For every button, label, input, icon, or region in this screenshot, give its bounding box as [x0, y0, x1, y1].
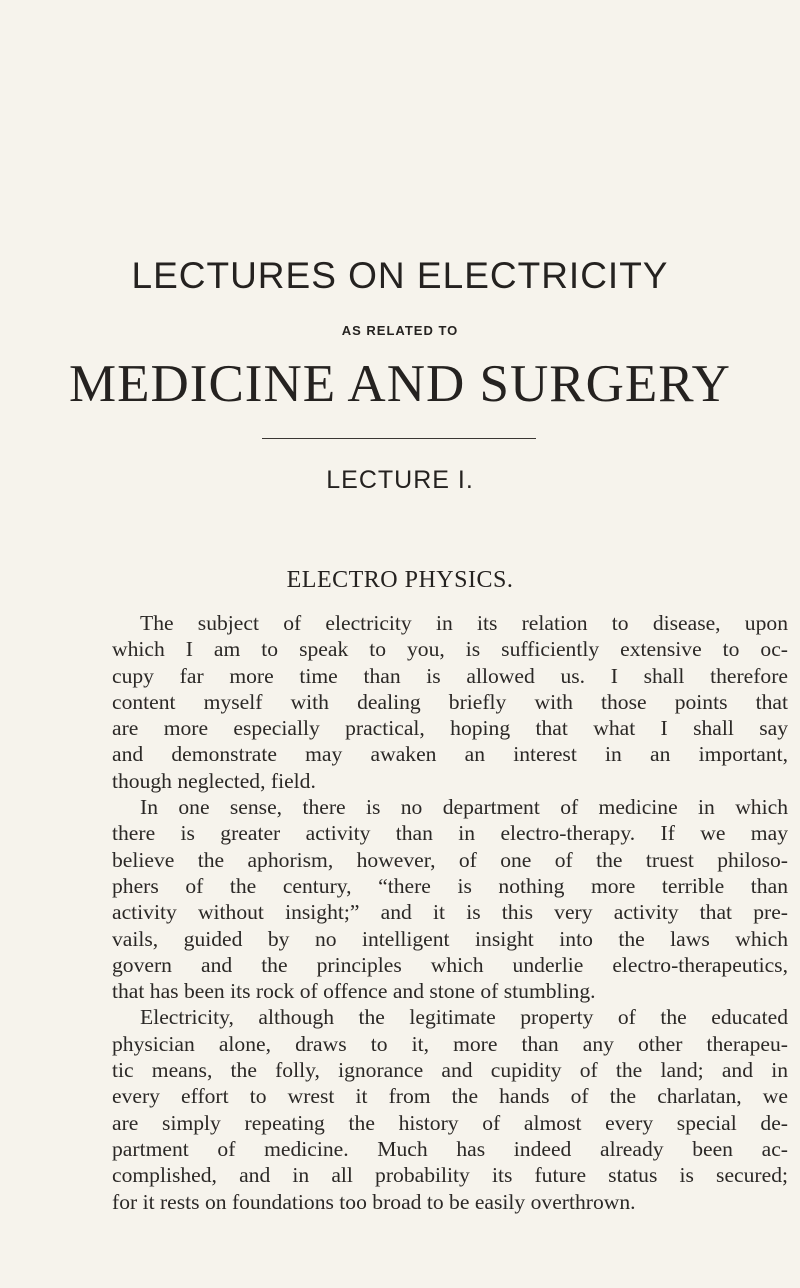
text-line: phers of the century, “there is nothing more terrible than: [112, 873, 788, 898]
section-heading: ELECTRO PHYSICS.: [286, 567, 514, 593]
text-line: are simply repeating the history of almost every special de-: [112, 1110, 788, 1135]
text-line: vails, guided by no intelligent insight into the laws which: [112, 926, 788, 951]
text-line: content myself with dealing briefly with those points that: [112, 689, 788, 714]
text-line: are more especially practical, hoping that what I shall say: [112, 716, 788, 741]
text-line: though neglected, field.: [112, 768, 316, 793]
text-line: and demonstrate may awaken an interest in an important,: [112, 742, 788, 767]
text-line: which I am to speak to you, is sufficiently extensive to oc-: [112, 637, 788, 662]
text-line: complished, and in all probability its future status is secured;: [112, 1163, 788, 1188]
text-line: partment of medicine. Much has indeed already been ac-: [112, 1136, 788, 1161]
text-line: govern and the principles which underlie electro-therapeutics,: [112, 952, 788, 977]
book-subtitle: MEDICINE AND SURGERY: [69, 355, 731, 413]
text-line: there is greater activity than in electro-therapy. If we may: [112, 821, 788, 846]
text-line: In one sense, there is no department of medicine in which: [140, 795, 788, 820]
text-line: that has been its rock of offence and stone of stumbling.: [112, 979, 596, 1004]
title-rule: [262, 438, 536, 439]
text-line: tic means, the folly, ignorance and cupidity of the land; and in: [112, 1058, 788, 1083]
lecture-heading: LECTURE I.: [326, 466, 474, 494]
text-line: cupy far more time than is allowed us. I shall therefore: [112, 663, 788, 688]
book-title: LECTURES ON ELECTRICITY: [131, 255, 669, 296]
body-text: [112, 610, 788, 1215]
text-line: The subject of electricity in its relation to disease, upon: [140, 611, 788, 635]
text-line: Electricity, although the legitimate property of the educated: [140, 1005, 788, 1030]
text-line: believe the aphorism, however, of one of the truest philoso-: [112, 847, 788, 872]
text-line: for it rests on foundations too broad to be easily overthrown.: [112, 1189, 636, 1214]
text-line: physician alone, draws to it, more than any other therapeu-: [112, 1031, 788, 1056]
text-line: activity without insight;” and it is this very activity that pre-: [112, 900, 788, 925]
text-line: every effort to wrest it from the hands of the charlatan, we: [112, 1084, 788, 1109]
title-connector: AS RELATED TO: [341, 323, 459, 338]
